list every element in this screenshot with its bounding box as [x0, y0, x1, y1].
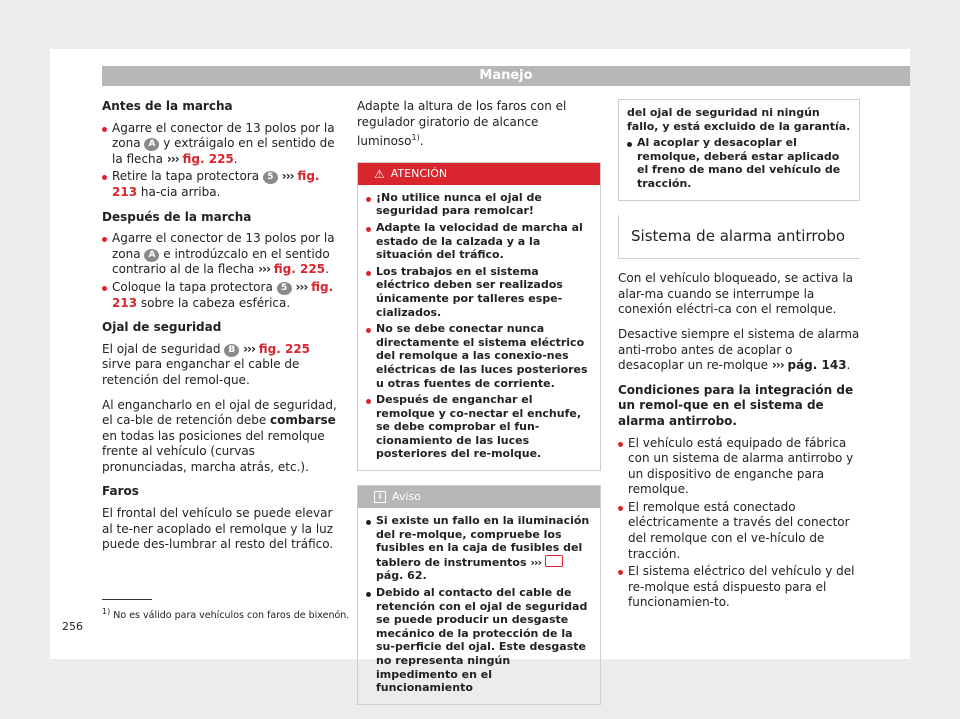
after-driving-heading: Después de la marcha	[102, 209, 252, 224]
text: sobre la cabeza esférica.	[140, 295, 291, 310]
conditions-heading: Condiciones para la integración de un remol-que en el sistema de alarma antirrobo.	[618, 382, 854, 428]
bullet-item: Agarre el conector de 13 polos por la zona A y extráigalo en el sentido de la flecha ››› fig. 225.	[102, 121, 340, 168]
note-header	[358, 486, 600, 508]
arrow-icon: ›››	[258, 262, 270, 277]
callout-5: 5	[263, 171, 278, 184]
condition-item: El remolque está conectado eléctricamente a través del conector del remolque con el ve-hículo de tracción.	[618, 500, 860, 562]
callout-a: A	[144, 138, 159, 151]
text: Desactive siempre el sistema de alarma anti-rrobo antes de acoplar o desacoplar un re-molque	[618, 326, 860, 373]
warning-item: Los trabajos en el sistema eléctrico deben ser realizados únicamente por talleres espe-cializados.	[366, 265, 592, 319]
column-right	[618, 99, 860, 613]
note-item: Al acoplar y desacoplar el remolque, deberá estar aplicado el freno de mano del vehículo de tracción.	[627, 136, 851, 190]
warning-body	[358, 185, 600, 470]
arrow-icon: ›››	[166, 151, 179, 166]
warning-triangle-icon: ⚠	[374, 166, 385, 181]
text: Agarre el conector de 13 polos por la zona	[112, 231, 335, 261]
condition-item: El sistema eléctrico del vehículo y del re-molque está dispuesto para el funcionamien-to.	[618, 564, 860, 611]
arrow-icon: ›››	[530, 555, 541, 569]
warning-box	[357, 162, 601, 471]
arrow-icon: ›››	[243, 341, 255, 356]
note-box-continued	[618, 99, 860, 201]
note-item: Si existe un fallo en la iluminación del re-molque, compruebe los fusibles en la caja de fusibles del tablero de instrumentos ››› pág. 62.	[366, 514, 592, 583]
page-link[interactable]: pág. 143	[787, 358, 847, 373]
warning-item: ¡No utilice nunca el ojal de seguridad para remolcar!	[366, 191, 592, 218]
text: Al engancharlo en el ojal de seguridad, el ca-ble de retención debe	[102, 397, 337, 428]
text: El ojal de seguridad	[102, 341, 221, 356]
callout-a: A	[144, 249, 159, 262]
paragraph: El frontal del vehículo se puede elevar al te-ner acoplado el remolque y la luz puede des-lumbrar al resto del tráfico.	[102, 506, 334, 552]
warning-header	[358, 163, 600, 185]
paragraph	[102, 398, 340, 476]
callout-5: 5	[277, 282, 292, 295]
text: e introdúzcalo en el sentido contrario al de la flecha	[112, 246, 330, 277]
bullet-item: Agarre el conector de 13 polos por la zona A e introdúzcalo en el sentido contrario al de la flecha ››› fig. 225.	[102, 231, 340, 278]
paragraph: Con el vehículo bloqueado, se activa la alar-ma cuando se interrumpe la conexión eléctri-ca con el remolque.	[618, 271, 854, 317]
arrow-icon: ›››	[295, 279, 308, 294]
paragraph: Adapte la altura de los faros con el regulador giratorio de alcance luminoso$^{1)}$.	[357, 99, 567, 149]
warning-item: Adapte la velocidad de marcha al estado de la calzada y a la situación del tráfico.	[366, 221, 592, 262]
footnote-ref: 1)	[411, 133, 420, 143]
book-icon	[545, 555, 563, 567]
footnote-number: 1)	[102, 607, 111, 616]
text: y extráigalo en el sentido de la flecha	[112, 136, 335, 166]
headlights-heading: Faros	[102, 484, 139, 499]
page-number: 256	[62, 620, 83, 633]
note-continued-text: del ojal de seguridad ni ningún fallo, y está excluido de la garantía.	[627, 106, 851, 133]
figure-link[interactable]: fig. 225	[273, 262, 326, 277]
note-label: Aviso	[392, 490, 421, 504]
safety-eye-heading: Ojal de seguridad	[102, 320, 222, 335]
footnote-text: No es válido para vehículos con faros de bixenón.	[113, 610, 350, 622]
arrow-icon: ›››	[281, 169, 294, 184]
condition-item: El vehículo está equipado de fábrica con un sistema de alarma antirrobo y un dispositivo de enganche para remolque.	[618, 436, 860, 498]
bullet-item	[102, 280, 340, 311]
note-box	[357, 485, 601, 705]
warning-item: No se debe conectar nunca directamente el sistema eléctrico del remolque a las conexio-nes eléctricas de las luces posteriores u otras fuentes de corriente.	[366, 322, 592, 390]
page-link[interactable]: pág. 62	[376, 569, 423, 583]
paragraph	[102, 342, 340, 389]
note-body	[358, 508, 600, 704]
figure-link[interactable]: fig. 213	[112, 279, 334, 310]
text: en todas las posiciones del remolque frente al vehículo (curvas pronunciadas, marcha atrás, etc.).	[102, 428, 325, 474]
text: sirve para enganchar el cable de retención del remol-que.	[102, 357, 300, 387]
before-driving-heading: Antes de la marcha	[102, 99, 233, 113]
footnote-divider	[102, 599, 152, 600]
bullet-item	[102, 169, 340, 200]
text: Retire la tapa protectora	[112, 169, 260, 184]
page-header: Manejo	[102, 66, 910, 86]
arrow-icon: ›››	[771, 358, 784, 373]
text: Adapte la altura de los faros con el regulador giratorio de alcance luminoso	[357, 99, 567, 149]
note-body	[619, 100, 859, 200]
figure-link[interactable]: fig. 225	[182, 151, 234, 166]
text: Agarre el conector de 13 polos por la zona	[112, 120, 335, 151]
text: ha-cia arriba.	[140, 184, 221, 199]
text: Si existe un fallo en la iluminación del re-molque, compruebe los fusibles en la caja de fusibles del tablero de instrumentos	[376, 514, 590, 569]
column-middle	[357, 99, 601, 719]
section-title: Sistema de alarma antirrobo	[618, 215, 860, 260]
footnote	[102, 607, 349, 621]
manual-page	[50, 49, 910, 695]
bold-text: combarse	[270, 413, 336, 428]
warning-label: ATENCIÓN	[390, 166, 448, 180]
warning-item: Después de enganchar el remolque y co-nectar el enchufe, se debe comprobar el fun-cionamiento de las luces posteriores del re-molque.	[366, 393, 592, 461]
paragraph: Desactive siempre el sistema de alarma anti-rrobo antes de acoplar o desacoplar un re-molque ››› pág. 143.	[618, 326, 860, 373]
figure-link[interactable]: fig. 213	[112, 169, 320, 199]
text: Coloque la tapa protectora	[112, 279, 273, 294]
note-item: Debido al contacto del cable de retención con el ojal de seguridad se puede producir un desgaste mecánico de la protección de la su-perficie del ojal. Este desgaste no representa ningún impedimento en el funcionamiento	[366, 586, 592, 695]
info-icon: i	[374, 491, 386, 503]
figure-link[interactable]: fig. 225	[258, 341, 311, 356]
column-left	[102, 99, 340, 562]
callout-b: B	[224, 344, 239, 357]
